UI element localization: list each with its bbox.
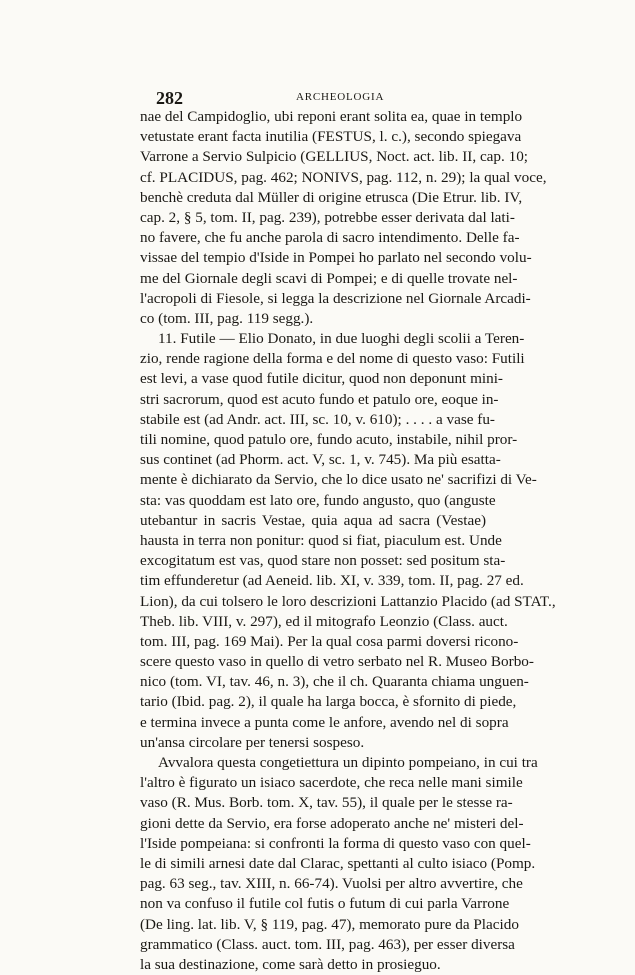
page-header bbox=[156, 88, 491, 108]
text-line: tim effunderetur (ad Aeneid. lib. XI, v. 339, tom. II, pag. 27 ed. bbox=[140, 572, 524, 590]
text-line: co (tom. III, pag. 119 segg.). bbox=[140, 309, 314, 327]
text-line: vissae del tempio d'Iside in Pompei ho parlato nel secondo volu- bbox=[140, 249, 532, 267]
text-line: sus continet (ad Phorm. act. V, sc. 1, v. 745). Ma più esatta- bbox=[140, 451, 501, 469]
text-line: no favere, che fu anche parola di sacro intendimento. Delle fa- bbox=[140, 229, 520, 247]
text-line: gioni dette da Servio, era forse adoperato anche ne' misteri del- bbox=[140, 814, 524, 832]
text-line: tili nomine, quod patulo ore, fundo acuto, instabile, nihil pror- bbox=[140, 431, 518, 448]
text-line: vetustate erant facta inutilia (FESTUS, l. c.), secondo spiegava bbox=[140, 128, 522, 146]
text-line: cf. PLACIDUS, pag. 462; NONIVS, pag. 112, n. 29); la qual voce, bbox=[140, 168, 547, 186]
paragraph-1 bbox=[140, 107, 547, 329]
text-line: la sua destinazione, come sarà detto in prosieguo. bbox=[140, 955, 441, 973]
text-line: l'Iside pompeiana: si confronti la forma di questo vaso con quel- bbox=[140, 834, 531, 852]
text-line: Theb. lib. VIII, v. 297), ed il mitografo Leonzio (Class. auct. bbox=[140, 612, 508, 630]
text-line: excogitatum est vas, quod stare non posset: sed positum sta- bbox=[140, 552, 506, 570]
text-line: nico (tom. VI, tav. 46, n. 3), che il ch. Quaranta chiama unguen- bbox=[140, 673, 529, 691]
text-line: vaso (R. Mus. Borb. tom. X, tav. 55), il quale per le stesse ra- bbox=[140, 794, 513, 812]
text-line: cap. 2, § 5, tom. II, pag. 239), potrebbe esser derivata dal lati- bbox=[140, 208, 515, 226]
text-line: l'acropoli di Fiesole, si legga la descrizione nel Giornale Arcadi- bbox=[140, 289, 531, 307]
text-line: mente è dichiarato da Servio, che lo dice usato ne' sacrifizi di Ve- bbox=[140, 471, 537, 489]
text-line: l'altro è figurato un isiaco sacerdote, che reca nelle mani simile bbox=[140, 774, 523, 792]
text-line: scere questo vaso in quello di vetro serbato nel R. Museo Borbo- bbox=[140, 653, 534, 671]
paragraph-3 bbox=[140, 753, 538, 975]
page-number: 282 bbox=[156, 88, 183, 108]
paragraph-2 bbox=[140, 329, 556, 753]
text-line: me del Giornale degli scavi di Pompei; e di quelle trovate nel- bbox=[140, 269, 518, 287]
text-line: benchè creduta dal Müller di origine etrusca (Die Etrur. lib. IV, bbox=[140, 188, 523, 206]
text-line: (De ling. lat. lib. V, § 119, pag. 47), memorato pure da Placido bbox=[140, 915, 519, 933]
text-line: utebantur in sacris Vestae, quia aqua ad sacra (Vestae) bbox=[140, 511, 486, 529]
text-line: Lion), da cui tolsero le loro descrizioni Lattanzio Placido (ad STAT., bbox=[140, 592, 556, 610]
running-title: ARCHEOLOGIA bbox=[296, 91, 385, 103]
text-line: le di simili arnesi date dal Clarac, spettanti al culto isiaco (Pomp. bbox=[140, 854, 536, 872]
text-line: nae del Campidoglio, ubi reponi erant solita ea, quae in templo bbox=[140, 108, 523, 125]
body-text bbox=[140, 107, 556, 975]
text-line: un'ansa circolare per tenersi sospeso. bbox=[140, 733, 365, 751]
text-line: tom. III, pag. 169 Mai). Per la qual cosa parmi doversi ricono- bbox=[140, 632, 519, 650]
text-line: non va confuso il futile col futis o futum di cui parla Varrone bbox=[140, 895, 510, 913]
text-line: 11. Futile — Elio Donato, in due luoghi degli scolii a Teren- bbox=[158, 330, 525, 348]
text-line: hausta in terra non ponitur: quod si fiat, piaculum est. Unde bbox=[140, 531, 502, 549]
text-line: est levi, a vase quod futile dicitur, quod non deponunt mini- bbox=[140, 370, 503, 388]
text-line: sta: vas quoddam est lato ore, fundo angusto, quo (anguste bbox=[140, 491, 496, 509]
text-line: grammatico (Class. auct. tom. III, pag. 463), per esser diversa bbox=[140, 935, 515, 953]
text-line: pag. 63 seg., tav. XIII, n. 66-74). Vuolsi per altro avvertire, che bbox=[140, 875, 523, 893]
text-line: e termina invece a punta come le anfore, avendo nel di sopra bbox=[140, 713, 509, 731]
text-line: zio, rende ragione della forma e del nome di questo vaso: Futili bbox=[140, 350, 525, 368]
text-line: stri sacrorum, quod est acuto fundo et patulo ore, eoque in- bbox=[140, 390, 499, 408]
text-line: stabile est (ad Andr. act. III, sc. 10, v. 610); . . . . a vase fu- bbox=[140, 410, 495, 428]
text-line: tario (Ibid. pag. 2), il quale ha larga bocca, è sfornito di piede, bbox=[140, 693, 517, 711]
text-line: Avvalora questa congetiettura un dipinto pompeiano, in cui tra bbox=[158, 754, 538, 771]
text-line: Varrone a Servio Sulpicio (GELLIUS, Noct. act. lib. II, cap. 10; bbox=[140, 148, 529, 166]
